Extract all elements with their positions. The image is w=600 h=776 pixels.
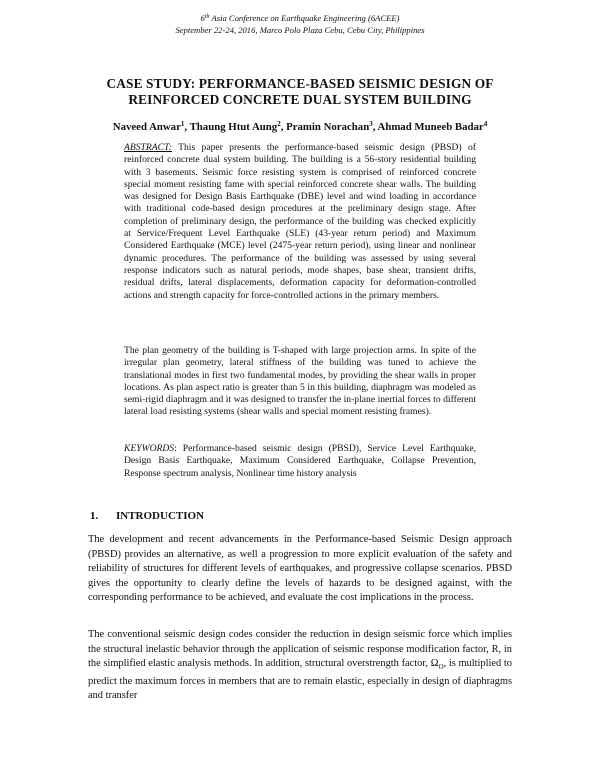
- author-affiliation: 4: [483, 120, 488, 128]
- section-heading: [90, 510, 204, 522]
- author-separator: ,: [184, 121, 190, 133]
- conference-venue: September 22-24, 2016, Marco Polo Plaza Cebu, Cebu City, Philippines: [175, 25, 425, 35]
- author-name: Naveed Anwar: [112, 121, 181, 133]
- conference-line: [0, 13, 600, 24]
- author-affiliation: 1: [180, 120, 185, 128]
- abstract-paragraph-2: The plan geometry of the building is T-shaped with large projection arms. In spite of the irregular plan geometry, lateral stiffness of the building was tuned to achieve the translational modes in first two fundamental modes, by providing the shear walls in proper locations. As plan aspect ratio is greater than 5 in this building, diaphragm was modeled as semi-rigid diaphragm and it was designed to transfer the in-plane inertial forces to different lateral load resisting systems (shear walls and special moment resisting frames).: [124, 345, 476, 418]
- author-separator: ,: [372, 121, 378, 133]
- section-number: 1.: [90, 510, 99, 522]
- intro-paragraph-2-text: The conventional seismic design codes consider the reduction in design seismic force which implies the structural inelastic behavior through the application of seismic response modification factor, R, in the simplified elastic analysis methods. In addition, structural overstrength factor, Ω: [88, 629, 512, 670]
- abstract: [124, 142, 476, 302]
- paper-title: CASE STUDY: PERFORMANCE-BASED SEISMIC DESIGN OF REINFORCED CONCRETE DUAL SYSTEM BUILDING: [106, 76, 494, 107]
- conference-name: Asia Conference on Earthquake Engineering (6ACEE): [209, 13, 400, 23]
- omega-subscript: O: [438, 663, 444, 672]
- keywords-text: : Performance-based seismic design (PBSD), Service Level Earthquake, Design Basis Earthquake, Maximum Considered Earthquake, Collapse Prevention, Response spectrum analysis, Nonlinear time history analysis: [124, 443, 476, 479]
- section-title: INTRODUCTION: [116, 510, 205, 522]
- abstract-text: This paper presents the performance-based seismic design (PBSD) of reinforced concrete dual system building. The building is a 56-story residential building with 3 basements. Seismic force resisting system is comprised of reinforced concrete special moment resisting fame with special reinforced concrete shear walls. The building was designed for Design Basis Earthquake (DBE) level and wind loading in accordance with traditional code-based design procedures at the preliminary design stage. After completion of preliminary design, the performance of the building was checked explicitly at Service/Frequent Level Earthquake (SLE) (43-year return period) and Maximum Considered Earthquake (MCE) level (2475-year return period), using linear and nonlinear dynamic procedures. The performance of the building was assessed by using several response indicators such as natural periods, mode shapes, base shear, transient drifts, residual drifts, lateral displacements, deformation capacity for deformation-controlled actions and strength capacity for force-controlled actions in the primary members.: [124, 142, 476, 301]
- author-name: Thaung Htut Aung: [189, 121, 278, 133]
- abstract-label: ABSTRACT:: [124, 142, 172, 153]
- intro-paragraph-1: The development and recent advancements in the Performance-based Seismic Design approach (PBSD) provides an alternative, as well a progression to more explicit evaluation of the safety and reliability of structures for different levels of earthquakes, and progressive collapse scenarios. PBSD gives the opportunity to clearly define the levels of hazards to be designed against, with the corresponding performance to be achieved, and evaluate the cost implications in the process.: [88, 534, 512, 604]
- keywords: [124, 443, 476, 480]
- intro-paragraph-2: [88, 628, 512, 704]
- author-name: Ahmad Muneeb Badar: [377, 121, 484, 133]
- author-affiliation: 3: [369, 120, 373, 128]
- keywords-label: KEYWORDS: [124, 443, 175, 454]
- conference-number: 6: [200, 13, 205, 23]
- author-name: Pramin Norachan: [286, 121, 370, 133]
- author-list: [20, 120, 580, 134]
- intro-paragraph-2-continued: , is multiplied to predict the maximum forces in members that are to remain elastic, especially in design of diaphragms and transfer: [88, 658, 512, 702]
- author-affiliation: 2: [277, 120, 281, 128]
- author-separator: ,: [280, 121, 287, 133]
- conference-ordinal: th: [204, 14, 210, 20]
